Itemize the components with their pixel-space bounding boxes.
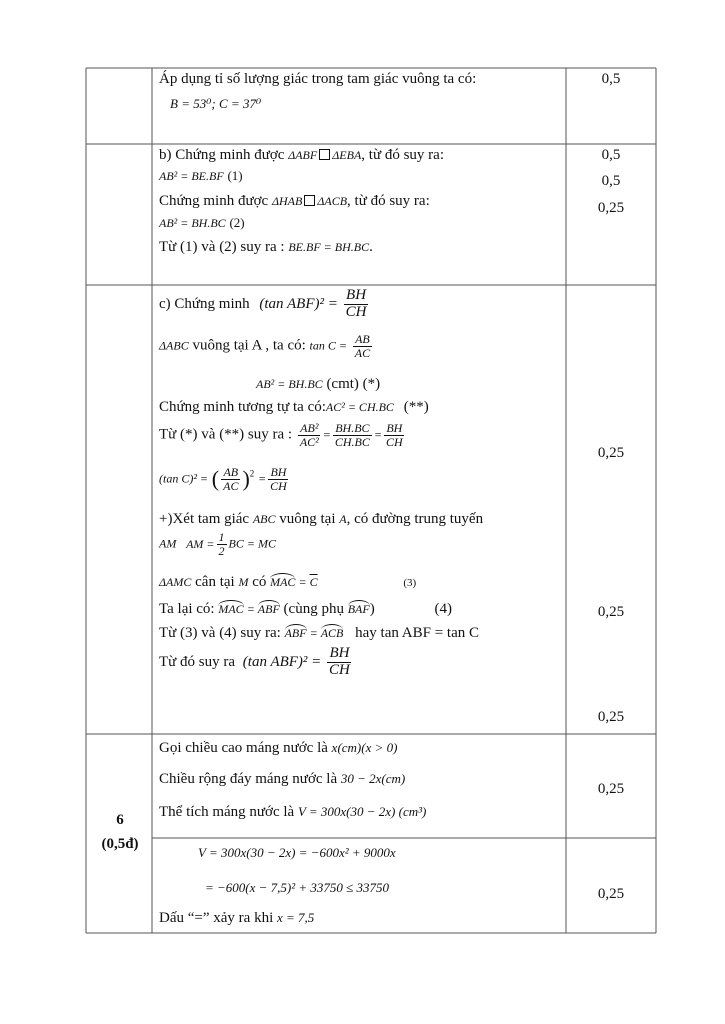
row3-line8: [159, 531, 276, 557]
formula: x(cm)(x > 0): [331, 740, 398, 755]
formula: 30 − 2x(cm): [340, 771, 406, 786]
formula: x = 7,5: [277, 910, 315, 925]
formula: AM: [159, 536, 177, 551]
text: Chiều rộng đáy máng nước là: [159, 771, 338, 787]
score: 0,25: [597, 886, 625, 902]
text: +)Xét tam giác: [159, 511, 250, 527]
text: (cùng phụ: [283, 601, 344, 617]
numerator: BH: [270, 465, 287, 479]
row3-line7: [159, 511, 483, 528]
row4-line1: [159, 740, 397, 757]
row2-line1: [159, 147, 444, 164]
angles-formula: B = 53⁰; C = 37⁰: [170, 96, 262, 111]
text: Thể tích máng nước là: [159, 804, 295, 820]
text: c) Chứng minh: [159, 295, 250, 312]
formula: AM =: [186, 536, 215, 551]
score: 0,5: [601, 147, 621, 163]
numerator: 1: [218, 530, 225, 544]
question-number: 6: [116, 812, 124, 828]
arc-angle: ABF: [257, 602, 280, 616]
text: Gọi chiều cao máng nước là: [159, 740, 328, 756]
numerator: BH.BC: [335, 421, 370, 435]
arc-angle: ACB: [320, 626, 344, 640]
text: Chứng minh tương tự ta có:: [159, 399, 326, 415]
fraction: [298, 422, 321, 448]
formula: AC² = CH.BC: [325, 400, 394, 414]
volume-max-formula: = −600(x − 7,5)² + 33750 ≤ 33750: [205, 880, 390, 895]
text: cân tại: [195, 574, 235, 590]
numerator: BH: [329, 645, 350, 661]
formula: AB² = BE.BF: [159, 169, 224, 183]
row2-line4: [159, 215, 245, 232]
arc-angle: ABF: [284, 626, 307, 640]
row2-line3: [159, 193, 430, 210]
question-points: (0,5đ): [101, 836, 139, 852]
text: (1): [227, 168, 243, 183]
denominator: CH: [270, 478, 287, 493]
row5-line3: [159, 910, 314, 927]
equation-number: (3): [403, 577, 417, 589]
formula: AB² = BH.BC: [256, 377, 323, 391]
row3-line5: Từ (*) và (**) suy ra : $\frac{\text{AB²}}{\text{AC²}}$ = $\frac{BH.BC}{CH.BC}$ = $\frac{BH}{CH}$: [159, 421, 403, 449]
similar-symbol: [304, 195, 315, 206]
numerator: BH: [346, 287, 367, 303]
row3-line10: Ta lại có: MAC = ABF (cùng phụ BAF) (4): [159, 601, 452, 617]
text: Từ (*) và (**) suy ra :: [159, 426, 293, 443]
formula: tan C =: [309, 338, 347, 353]
denominator: CH: [345, 303, 367, 320]
formula: BE.BF = BH.BC: [288, 240, 370, 254]
fraction: [217, 531, 227, 557]
text: (**): [403, 399, 429, 415]
denominator: 2: [218, 543, 225, 558]
text: b) Chứng minh được: [159, 147, 285, 163]
text: vuông tại: [279, 511, 336, 527]
fraction: [268, 466, 289, 492]
formula: ΔACB: [317, 194, 348, 208]
formula: (tan ABF)² =: [259, 295, 338, 312]
text: ): [369, 601, 375, 617]
numerator: AB: [223, 465, 239, 479]
formula: (tan C)² =: [159, 471, 209, 486]
formula: (tan ABF)² =: [242, 653, 322, 670]
formula: V = 300x(30 − 2x) (cm³): [297, 804, 427, 819]
row3-line6: (tan C)² = ( $\frac{AB}{AC}$ )$^2$ = $\frac{BH}{CH}$: [159, 465, 287, 493]
row2-line5: [159, 239, 373, 256]
text: , từ đó suy ra:: [361, 147, 444, 163]
row2-line2: [159, 168, 243, 185]
text: , có đường trung tuyến: [346, 511, 484, 527]
denominator: AC: [223, 478, 239, 493]
row3-line3: [256, 376, 380, 393]
text: Từ đó suy ra: [159, 653, 236, 670]
row3-line12: [159, 646, 354, 679]
formula: BC = MC: [228, 536, 276, 551]
formula: A: [339, 512, 347, 526]
text: Dấu “=” xảy ra khi: [159, 910, 274, 926]
row4-line3: [159, 804, 426, 821]
row3-line2: [159, 333, 374, 359]
score: 0,5: [601, 173, 621, 189]
score: 0,25: [597, 445, 625, 461]
score: 0,25: [597, 200, 625, 216]
text: Chứng minh được: [159, 193, 269, 209]
denominator: CH: [386, 434, 403, 449]
denominator: CH: [329, 661, 350, 678]
hat-angle: $\overline{C}$: [309, 575, 318, 589]
row4-line2: [159, 771, 405, 788]
denominator: AC: [354, 345, 371, 360]
formula: M: [238, 575, 249, 589]
denominator: AC²: [299, 434, 319, 449]
fraction: [333, 422, 372, 448]
arc-angle: MAC: [270, 575, 296, 589]
score: 0,5: [601, 71, 621, 87]
numerator: AB: [355, 332, 370, 346]
text: , từ đó suy ra:: [347, 193, 430, 209]
text: .: [369, 239, 373, 255]
score: 0,25: [597, 604, 625, 620]
row3-line11: Từ (3) và (4) suy ra: ABF = ACB hay tan ABF = tan C: [159, 625, 479, 641]
text: Từ (3) và (4) suy ra:: [159, 625, 281, 641]
text: Ta lại có:: [159, 601, 215, 617]
equation-number: (4): [434, 601, 452, 617]
arc-angle: BAF: [347, 602, 370, 616]
numerator: BH: [386, 421, 403, 435]
fraction: [344, 288, 369, 321]
formula: ΔEBA: [332, 148, 362, 162]
fraction: [221, 466, 240, 492]
volume-formula: V = 300x(30 − 2x) = −600x² + 9000x: [198, 845, 396, 860]
row1-text: Áp dụng tỉ số lượng giác trong tam giác vuông ta có:: [159, 71, 477, 87]
score: 0,25: [597, 709, 625, 725]
row3-line4: [159, 399, 429, 416]
formula: ABC: [252, 512, 276, 526]
row3-line1: [159, 288, 370, 321]
denominator: CH.BC: [334, 434, 370, 449]
text: có: [252, 574, 267, 590]
row3-line9: ΔAMC cân tại M có MAC = $\overline{C}$ (3): [159, 574, 417, 590]
fraction: [384, 422, 405, 448]
text: hay tan ABF = tan C: [355, 625, 479, 641]
formula: ΔABC: [159, 338, 189, 353]
fraction: [327, 646, 352, 679]
arc-angle: MAC: [218, 602, 244, 616]
formula: ΔAMC: [159, 575, 192, 589]
formula: ΔABF: [288, 148, 318, 162]
score: 0,25: [597, 781, 625, 797]
similar-symbol: [319, 149, 330, 160]
text: (cmt) (*): [326, 376, 381, 392]
formula: ΔHAB: [271, 194, 303, 208]
text: Từ (1) và (2) suy ra :: [159, 239, 285, 255]
text: vuông tại A , ta có:: [192, 337, 306, 354]
formula: AB² = BH.BC: [159, 216, 226, 230]
text: (2): [229, 215, 245, 230]
numerator: AB²: [300, 421, 319, 435]
fraction: [353, 333, 372, 359]
